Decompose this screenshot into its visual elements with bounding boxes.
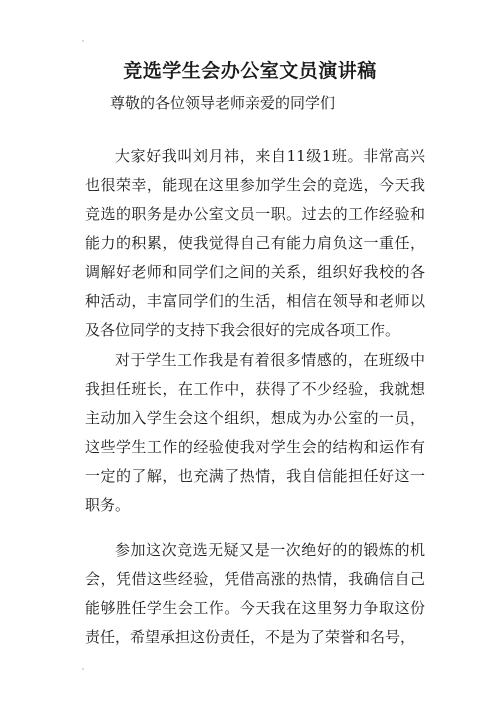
paragraph-2: 对于学生工作我是有着很多情感的，在班级中我担任班长，在工作中，获得了不少经验，我就想主动加入学生会这个组织，想成为办公室的一员，这些学生工作的经验使我对学生会的结构和运作有一定的了解，也充满了热情，我自信能担任好这一职务。 xyxy=(85,351,425,514)
document-title: 竞选学生会办公室文员演讲稿 xyxy=(123,60,377,82)
scan-speck xyxy=(82,668,84,670)
paragraph-1: 大家好我叫刘月祎，来自11级1班。非常高兴也很荣幸，能现在这里参加学生会的竞选，今天我竞选的职务是办公室文员一职。过去的工作经验和能力的积累，使我觉得自己有能力肩负这一重任，调解好老师和同学们之间的关系，组织好我校的各种活动，丰富同学们的生活，相信在领导和老师以及各位同学的支持下我会很好的完成各项工作。 xyxy=(85,147,425,339)
paragraph-3: 参加这次竞选无疑又是一次绝好的的锻炼的机会，凭借这些经验，凭借高涨的热情，我确信自己能够胜任学生会工作。今天我在这里努力争取这份责任，希望承担这份责任，不是为了荣誉和名号， xyxy=(85,541,425,646)
salutation: 尊敬的各位领导老师亲爱的同学们 xyxy=(110,94,336,112)
scan-speck xyxy=(82,40,84,42)
